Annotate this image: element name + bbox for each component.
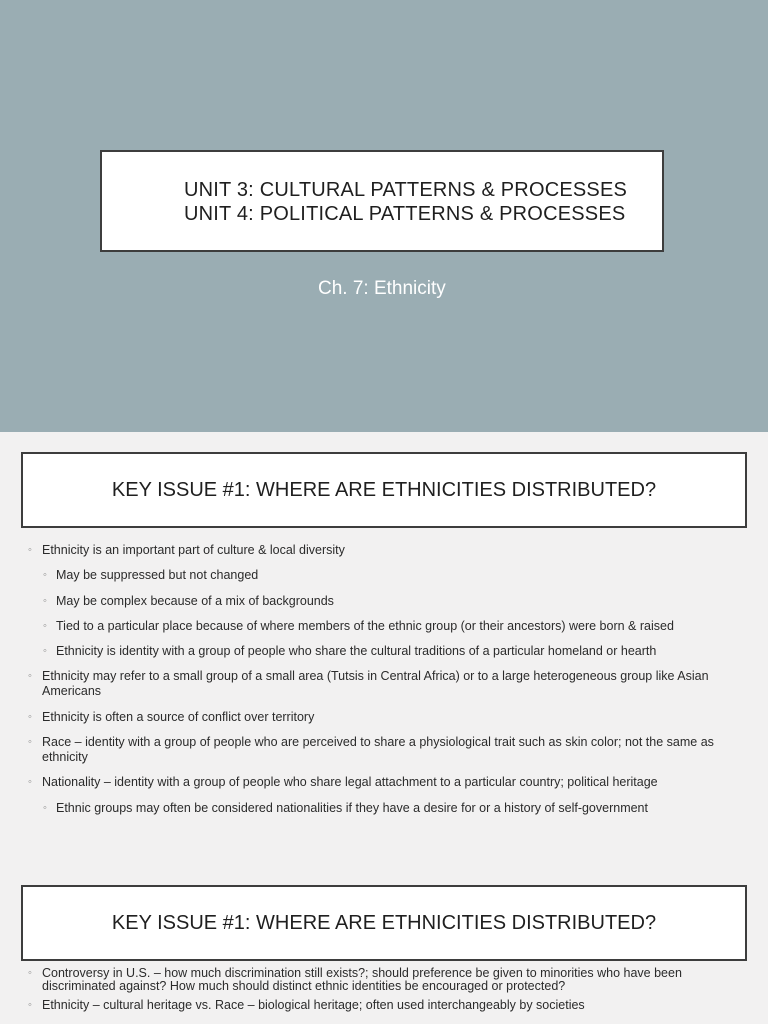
title-line-unit3: UNIT 3: CULTURAL PATTERNS & PROCESSES bbox=[184, 179, 628, 201]
bullet-item: ◦ Ethnicity is an important part of culture & local diversity bbox=[28, 543, 740, 558]
bullet-item: ◦ Race – identity with a group of people who are perceived to share a physiological trait such as skin color; not the same as ethnicity bbox=[28, 735, 740, 765]
bullet-item: ◦ Ethnicity is often a source of conflict over territory bbox=[28, 710, 740, 725]
key-issue-slide-2 bbox=[0, 884, 768, 1024]
title-slide bbox=[0, 0, 768, 432]
bullet-list bbox=[28, 543, 740, 826]
key-issue-title-box bbox=[21, 885, 747, 961]
slide-subtitle: Ch. 7: Ethnicity bbox=[318, 278, 446, 299]
bullet-item: ◦ Nationality – identity with a group of people who share legal attachment to a particular country; political heritage bbox=[28, 775, 740, 790]
sub-bullet-item: ◦ May be suppressed but not changed bbox=[28, 568, 740, 583]
bullet-item: ◦ Controversy in U.S. – how much discrimination still exists?; should preference be given to minorities who have been discriminated against? How much should distinct ethnic identities be encouraged or protected? bbox=[28, 967, 740, 993]
sub-bullet-item: ◦ Ethnic groups may often be considered nationalities if they have a desire for or a history of self-government bbox=[28, 801, 740, 816]
title-box bbox=[100, 150, 664, 252]
key-issue-title-box bbox=[21, 452, 747, 528]
bullet-item: ◦ Ethnicity may refer to a small group of a small area (Tutsis in Central Africa) or to a large heterogeneous group like Asian Americans bbox=[28, 669, 740, 699]
key-issue-title: KEY ISSUE #1: WHERE ARE ETHNICITIES DISTRIBUTED? bbox=[111, 478, 657, 501]
bullet-list bbox=[28, 967, 740, 1018]
key-issue-slide-1 bbox=[0, 432, 768, 884]
sub-bullet-item: ◦ Tied to a particular place because of where members of the ethnic group (or their ancestors) were born & raised bbox=[28, 619, 740, 634]
key-issue-title: KEY ISSUE #1: WHERE ARE ETHNICITIES DISTRIBUTED? bbox=[111, 911, 657, 934]
sub-bullet-item: ◦ May be complex because of a mix of backgrounds bbox=[28, 594, 740, 609]
sub-bullet-item: ◦ Ethnicity is identity with a group of people who share the cultural traditions of a particular homeland or hearth bbox=[28, 644, 740, 659]
title-line-unit4: UNIT 4: POLITICAL PATTERNS & PROCESSES bbox=[184, 203, 626, 225]
bullet-item: ◦ Ethnicity – cultural heritage vs. Race – biological heritage; often used interchangeably by societies bbox=[28, 999, 740, 1012]
